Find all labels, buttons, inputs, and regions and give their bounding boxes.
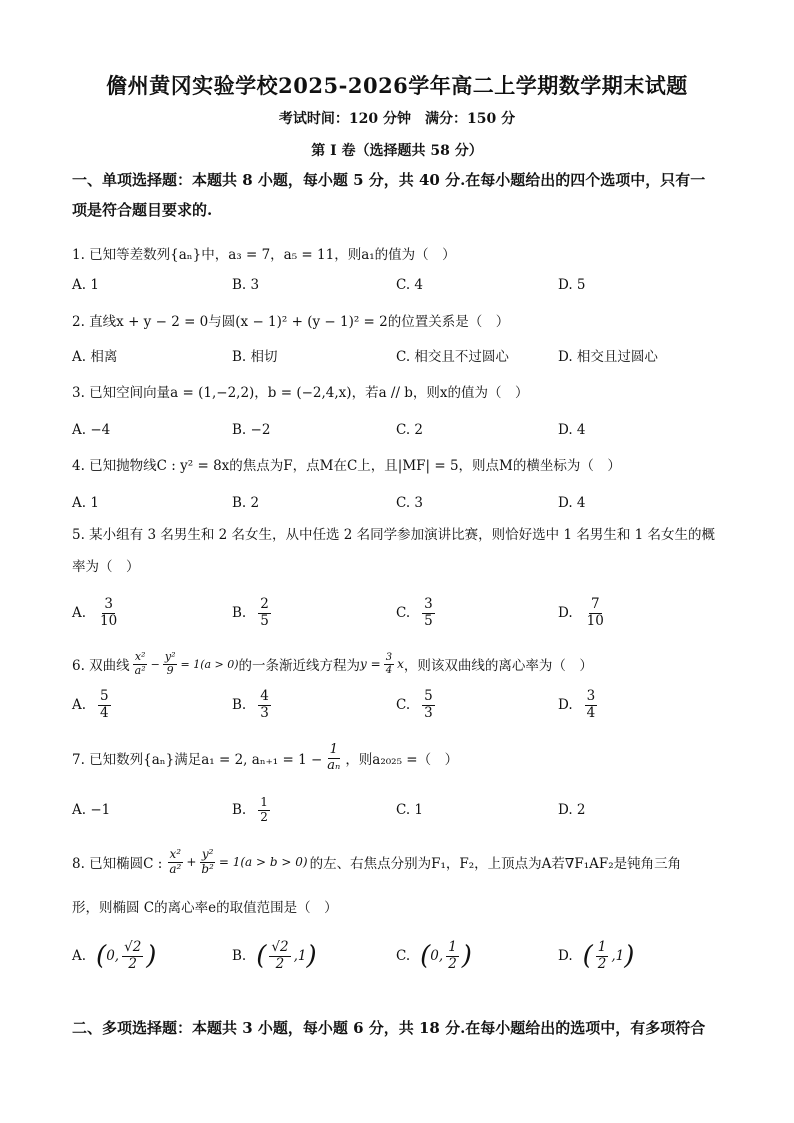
question-8-stem: 8. 已知椭圆C : $\frac{\text{x²}}{\text{a²}}$ + $\frac{\text{y²}}{\text{b²}}$ = 1(a > b > 0) 的左、右焦点分别为F₁，F₂，上顶点为A若∇F₁AF₂是钝角三角 — [72, 846, 682, 876]
asymptote-equation: y = $\frac{3}{4}$ x — [360, 652, 404, 676]
question-6-options — [72, 677, 732, 733]
option-c: C. 1 — [396, 802, 424, 818]
option-d: D. $\frac{3}{4}$ — [558, 687, 596, 721]
option-b: B. 相切 — [232, 349, 278, 365]
option-b: B. $\frac{4}{3}$ — [232, 687, 269, 721]
option-b: B. $\frac{2}{5}$ — [232, 595, 269, 629]
option-a: A. ( 0, $\frac{√2}{2}$ ) — [72, 938, 157, 972]
option-c: C. $\frac{3}{5}$ — [396, 595, 433, 629]
exam-title: 儋州黄冈实验学校2025-2026学年高二上学期数学期末试题 — [106, 73, 688, 98]
question-1-stem: 1. 已知等差数列{aₙ}中，a₃ = 7，a₅ = 11，则a₁的值为（ ） — [72, 247, 456, 263]
question-4-stem: 4. 已知抛物线C : y² = 8x的焦点为F，点M在C上，且|MF| = 5，则点M的横坐标为（ ） — [72, 458, 621, 474]
option-c: C. 2 — [396, 422, 424, 438]
question-7-stem: 7. 已知数列{aₙ}满足a₁ = 2, aₙ₊₁ = 1 − $\frac{1}{\text{aₙ}}$ ，则a₂₀₂₅ =（ ） — [72, 741, 459, 773]
recurrence-fraction: $\frac{1}{\text{aₙ}}$ — [327, 741, 341, 773]
option-a: A. −4 — [72, 422, 111, 438]
option-c: C. 4 — [396, 277, 424, 293]
option-a: A. −1 — [72, 802, 111, 818]
option-c: C. $\frac{5}{3}$ — [396, 687, 433, 721]
option-d: D. 5 — [558, 277, 586, 293]
option-d: D. $\frac{7}{10}$ — [558, 595, 604, 629]
question-8-stem-line2: 形，则椭圆 C的离心率e的取值范围是（ ） — [72, 900, 338, 916]
exam-info: 考试时间：120 分钟 满分：150 分 — [278, 111, 516, 127]
question-2-options — [72, 342, 732, 372]
option-a: A. 1 — [72, 495, 99, 511]
question-1-options — [72, 270, 732, 300]
option-d: D. 4 — [558, 495, 586, 511]
option-c: C. 3 — [396, 495, 424, 511]
section-1-header: 一、单项选择题：本题共 8 小题，每小题 5 分，共 40 分.在每小题给出的四个选项中，只有一 项是符合题目要求的. — [72, 171, 706, 219]
option-d: D. ( $\frac{1}{2}$ ,1 ) — [558, 938, 635, 972]
option-d: D. 2 — [558, 802, 586, 818]
question-3-stem: 3. 已知空间向量a = (1,−2,2)，b = (−2,4,x)，若a // b，则x的值为（ ） — [72, 385, 529, 401]
question-2-stem: 2. 直线x + y − 2 = 0与圆(x − 1)² + (y − 1)² = 2的位置关系是（ ） — [72, 314, 510, 330]
option-c: C. 相交且不过圆心 — [396, 349, 509, 365]
section-2-header: 二、多项选择题：本题共 3 小题，每小题 6 分，共 18 分.在每小题给出的选项中，有多项符合 — [72, 1019, 706, 1037]
option-c: C. ( 0, $\frac{1}{2}$ ) — [396, 938, 472, 972]
hyperbola-equation: $\frac{\text{x²}}{\text{a²}}$ − $\frac{\text{y²}}{9}$ = 1(a > 0) — [134, 649, 239, 677]
option-d: D. 4 — [558, 422, 586, 438]
question-5-stem: 5. 某小组有 3 名男生和 2 名女生，从中任选 2 名同学参加演讲比赛，则恰好选中 1 名男生和 1 名女生的概 率为（ ） — [72, 527, 716, 575]
question-5-options — [72, 585, 732, 641]
option-b: B. ( $\frac{√2}{2}$ ,1 ) — [232, 938, 317, 972]
option-a: A. 1 — [72, 277, 99, 293]
option-a: A. $\frac{3}{10}$ — [72, 595, 118, 629]
question-3-options — [72, 415, 732, 445]
part-title: 第 I 卷（选择题共 58 分） — [311, 143, 483, 159]
question-6-stem: 6. 双曲线 $\frac{\text{x²}}{\text{a²}}$ − $\frac{\text{y²}}{9}$ = 1(a > 0) 的一条渐近线方程为 y = $\frac{3}{4}$ x ，则该双曲线的离心率为（ ） — [72, 649, 593, 677]
question-7-options — [72, 790, 732, 830]
option-b: B. $\frac{1}{2}$ — [232, 794, 268, 824]
option-b: B. 2 — [232, 495, 260, 511]
question-4-options — [72, 488, 732, 518]
ellipse-equation: $\frac{\text{x²}}{\text{a²}}$ + $\frac{\text{y²}}{\text{b²}}$ = 1(a > b > 0) — [169, 846, 308, 876]
option-a: A. 相离 — [72, 349, 118, 365]
option-a: A. $\frac{5}{4}$ — [72, 687, 109, 721]
option-d: D. 相交且过圆心 — [558, 349, 658, 365]
question-8-options — [72, 928, 732, 984]
option-b: B. 3 — [232, 277, 260, 293]
option-b: B. −2 — [232, 422, 271, 438]
